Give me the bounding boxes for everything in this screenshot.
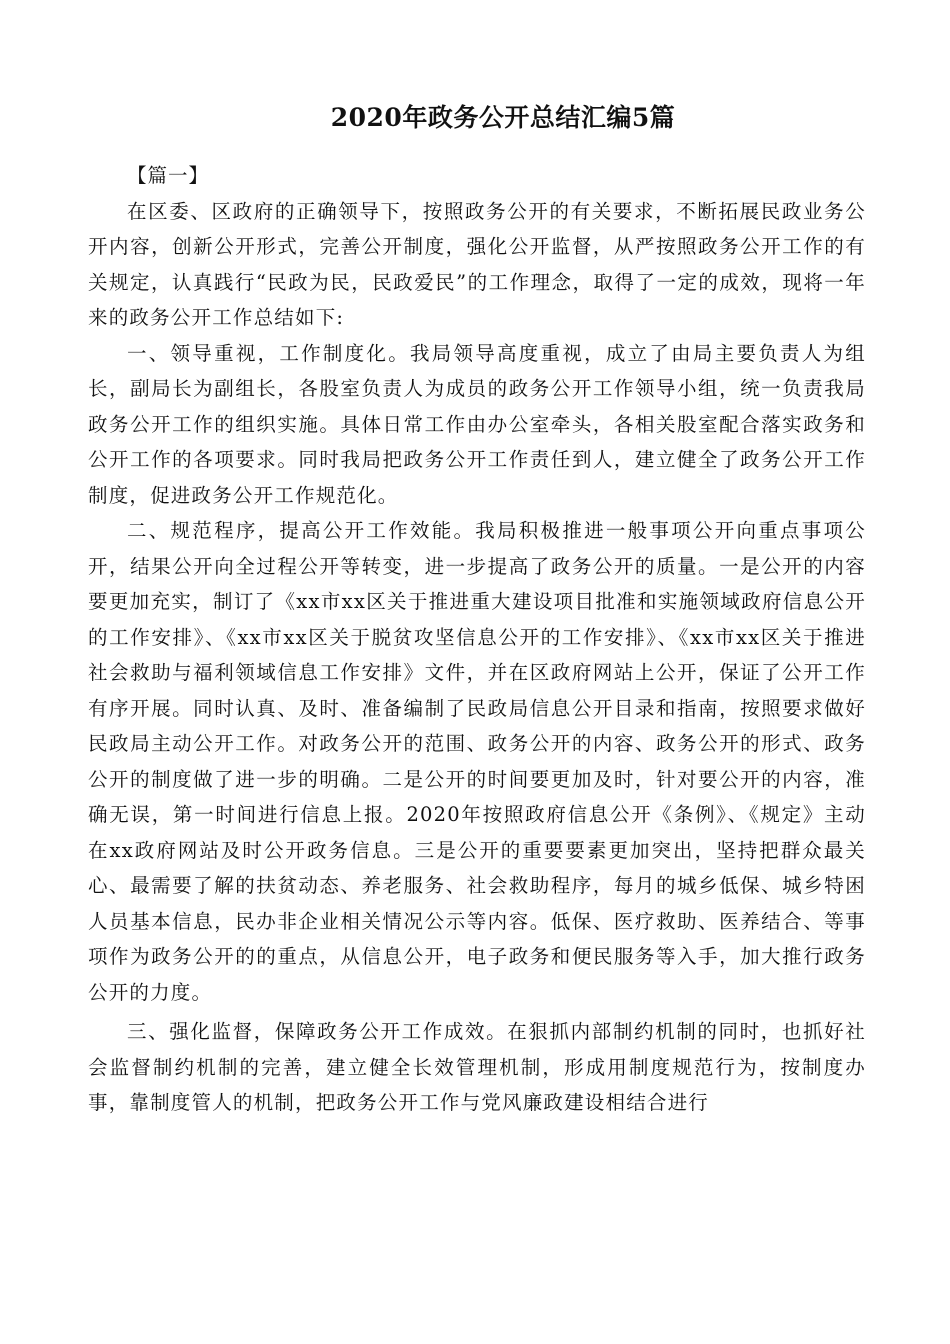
paragraph-procedure: 二、规范程序，提高公开工作效能。我局积极推进一般事项公开向重点事项公开，结果公开向全过程公开等转变，进一步提高了政务公开的质量。一是公开的内容要更加充实，制订了《xx市xx区关于推进重大建设项目批准和实施领域政府信息公开的工作安排》、《xx市xx区关于脱贫攻坚信息公开的工作安排》、《xx市xx区关于推进社会救助与福利领域信息工作安排》文件，并在区政府网站上公开，保证了公开工作有序开展。同时认真、及时、准备编制了民政局信息公开目录和指南，按照要求做好民政局主动公开工作。对政务公开的范围、政务公开的内容、政务公开的形式、政务公开的制度做了进一步的明确。二是公开的时间要更加及时，针对要公开的内容，准确无误，第一时间进行信息上报。2020年按照政府信息公开《条例》、《规定》主动在xx政府网站及时公开政务信息。三是公开的重要要素更加突出，坚持把群众最关心、最需要了解的扶贫动态、养老服务、社会救助程序，每月的城乡低保、城乡特困人员基本信息，民办非企业相关情况公示等内容。低保、医疗救助、医养结合、等事项作为政务公开的的重点，从信息公开，电子政务和便民服务等入手，加大推行政务公开的力度。 [88, 519, 866, 1004]
paragraph-supervision: 三、强化监督，保障政务公开工作成效。在狠抓内部制约机制的同时，也抓好社会监督制约机制的完善，建立健全长效管理机制，形成用制度规范行为，按制度办事，靠制度管人的机制，把政务公开工作与党风廉政建设相结合进行 [88, 1020, 866, 1114]
document-title: 2020年政务公开总结汇编5篇 [330, 103, 676, 132]
paragraph-leadership: 一、领导重视，工作制度化。我局领导高度重视，成立了由局主要负责人为组长，副局长为副组长，各股室负责人为成员的政务公开工作领导小组，统一负责我局政务公开工作的组织实施。具体日常工作由办公室牵头，各相关股室配合落实政务和公开工作的各项要求。同时我局把政务公开工作责任到人，建立健全了政务公开工作制度，促进政务公开工作规范化。 [88, 341, 866, 507]
document-body [88, 158, 866, 1121]
section-label: 【篇一】 [127, 164, 210, 187]
paragraph-intro: 在区委、区政府的正确领导下，按照政务公开的有关要求，不断拓展民政业务公开内容，创新公开形式，完善公开制度，强化公开监督，从严按照政务公开工作的有关规定，认真践行“民政为民，民政爱民”的工作理念，取得了一定的成效，现将一年来的政务公开工作总结如下: [88, 199, 866, 329]
